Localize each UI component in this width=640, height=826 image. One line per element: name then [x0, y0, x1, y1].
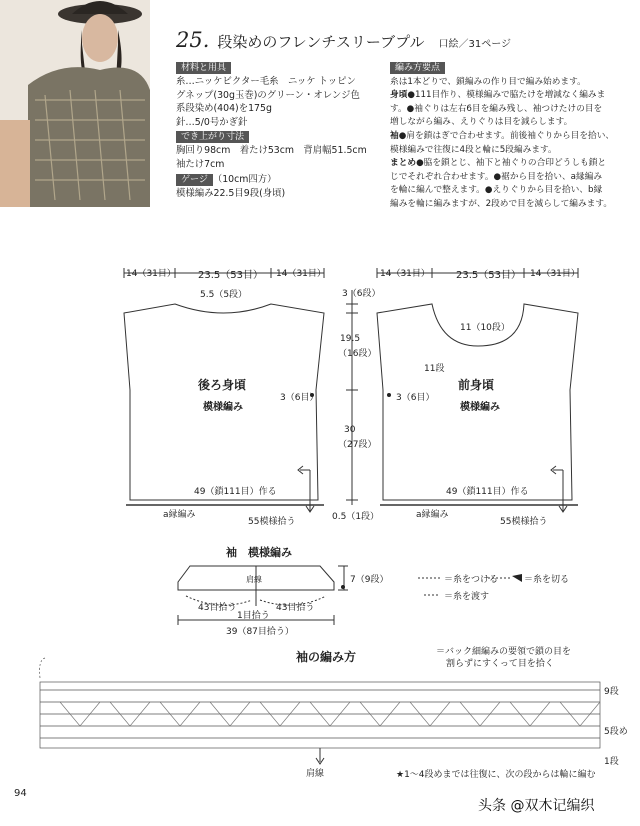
chart-row-1: 1段 [604, 757, 619, 767]
points-line: 糸は1本どりで、鎖編みの作り目で編み始めます。 [390, 76, 586, 87]
front-pick-label: 55模様拾う [500, 517, 548, 527]
dim-armhole-rows: （16段） [338, 349, 377, 359]
front-width-left: 14（31目） [380, 269, 430, 279]
sleeve-width-label: 39（87目拾う） [226, 627, 294, 637]
chart-row-9: 9段 [604, 687, 619, 697]
front-width-right: 14（31目） [530, 269, 580, 279]
sleeve-height-label: 7（9段） [350, 575, 389, 585]
chart-row-5: 5段め [604, 727, 628, 737]
sleeve-title: 袖 模様編み [226, 546, 292, 559]
front-neck-label: 11（10段） [460, 323, 510, 333]
chart-note-2: 割らずにすくって目を拾く [446, 659, 554, 669]
legend-cut: ＝糸を切る [524, 575, 570, 585]
sleeve-pick-right: 43目拾う [276, 603, 315, 613]
pattern-name: 段染めのフレンチスリーブプル [217, 33, 425, 51]
front-title: 前身頃 [458, 378, 495, 392]
front-armhole-label: 3（6目） [396, 393, 435, 403]
dim-armhole: 19.5 [340, 334, 361, 344]
legend-join: ＝糸をつける [444, 575, 499, 585]
materials-line: 糸…ニッケビクター毛糸 ニッケ トッピン [176, 76, 356, 87]
materials-line: グネップ(30g玉巻)のグリーン・オレンジ色 [176, 89, 360, 101]
chart-note-1: ＝バック細編みの要領で鎖の目を [436, 647, 572, 657]
size-line: 袖たけ7cm [176, 158, 225, 170]
legend-rest: ＝糸を渡す [444, 592, 490, 602]
page-number: 94 [14, 788, 27, 799]
sleeve-center-label: 肩線 [246, 575, 262, 584]
gauge-sub: （10cm四方） [212, 173, 277, 185]
crochet-chart [40, 658, 600, 748]
points-line: 編みを輪に編みますが、2段めで目を減らして編みます。 [390, 198, 613, 209]
back-title: 後ろ身頃 [198, 378, 247, 392]
front-width-mid: 23.5（53目） [456, 270, 521, 281]
chart-title: 袖の編み方 [296, 650, 357, 664]
pattern-number: 25. [176, 28, 210, 52]
back-width-right: 14（31目） [276, 269, 326, 279]
sleeve-pick-left: 43目拾う [198, 603, 237, 613]
watermark-credit: 头条 @双木记编织 [478, 798, 595, 814]
points-line: 模様編みで往復に4段と輪に5段編みます。 [390, 144, 557, 155]
materials-line: 系段染め(404)を175g [176, 103, 272, 115]
materials-line: 針…5/0号かぎ針 [176, 116, 248, 128]
back-width-mid: 23.5（53目） [198, 270, 263, 281]
size-heading: でき上がり寸法 [176, 131, 249, 143]
dim-shoulder: 3（6段） [342, 289, 381, 299]
points-line: す。●袖ぐりは左右6目を編み残し、袖つけたけの目を [390, 103, 603, 114]
front-pattern: 模様編み [460, 402, 500, 413]
points-line: 袖●肩を鎖はぎで合わせます。前後袖ぐりから目を拾い、 [390, 130, 615, 141]
points-line: 増しながら編み、えりぐりは目を減らします。 [390, 117, 573, 128]
back-armhole-label: 3（6目） [280, 393, 319, 403]
back-pick-label: 55模様拾う [248, 517, 296, 527]
back-neck-label: 5.5（5段） [200, 290, 248, 300]
gauge-heading: ゲージ [176, 174, 213, 186]
chart-center-label: 肩線 [306, 769, 325, 779]
chart-star-note: ★1～4段めまでは往復に、次の段からは輪に編む [396, 770, 596, 780]
front-neck-rows: 11段 [424, 364, 445, 374]
gauge-line: 模様編み22.5目9段(身頃) [176, 187, 286, 199]
page-reference: 口絵／31ページ [438, 39, 512, 50]
back-pattern: 模様編み [203, 402, 243, 413]
points-line: 身頃●111目作り、模様編みで脇たけを増減なく編みま [390, 90, 606, 101]
size-line: 胸回り98cm 着たけ53cm 背肩幅51.5cm [176, 145, 367, 157]
points-line: じでそれぞれ合わせます。●裾から目を拾い、a縁編み [390, 171, 603, 182]
materials-heading: 材料と用具 [176, 62, 231, 74]
sleeve-pick-center: 1目拾う [237, 611, 270, 621]
points-line: を輪に編んで整えます。●えりぐりから目を拾い、b縁 [390, 185, 603, 196]
points-heading: 編み方要点 [390, 62, 445, 74]
back-cast-label: 49（鎖111目）作る [194, 487, 277, 497]
dim-body: 30 [344, 425, 356, 435]
dim-edge: 0.5（1段） [332, 512, 380, 522]
front-cast-label: 49（鎖111目）作る [446, 487, 529, 497]
dim-body-rows: （27段） [338, 440, 377, 450]
points-line: まとめ●脇を鎖とじ、袖下と袖ぐりの合印どうしも鎖と [390, 158, 607, 169]
back-width-left: 14（31目） [126, 269, 176, 279]
front-edge-label: a縁編み [416, 510, 449, 520]
back-edge-label: a縁編み [163, 510, 196, 520]
